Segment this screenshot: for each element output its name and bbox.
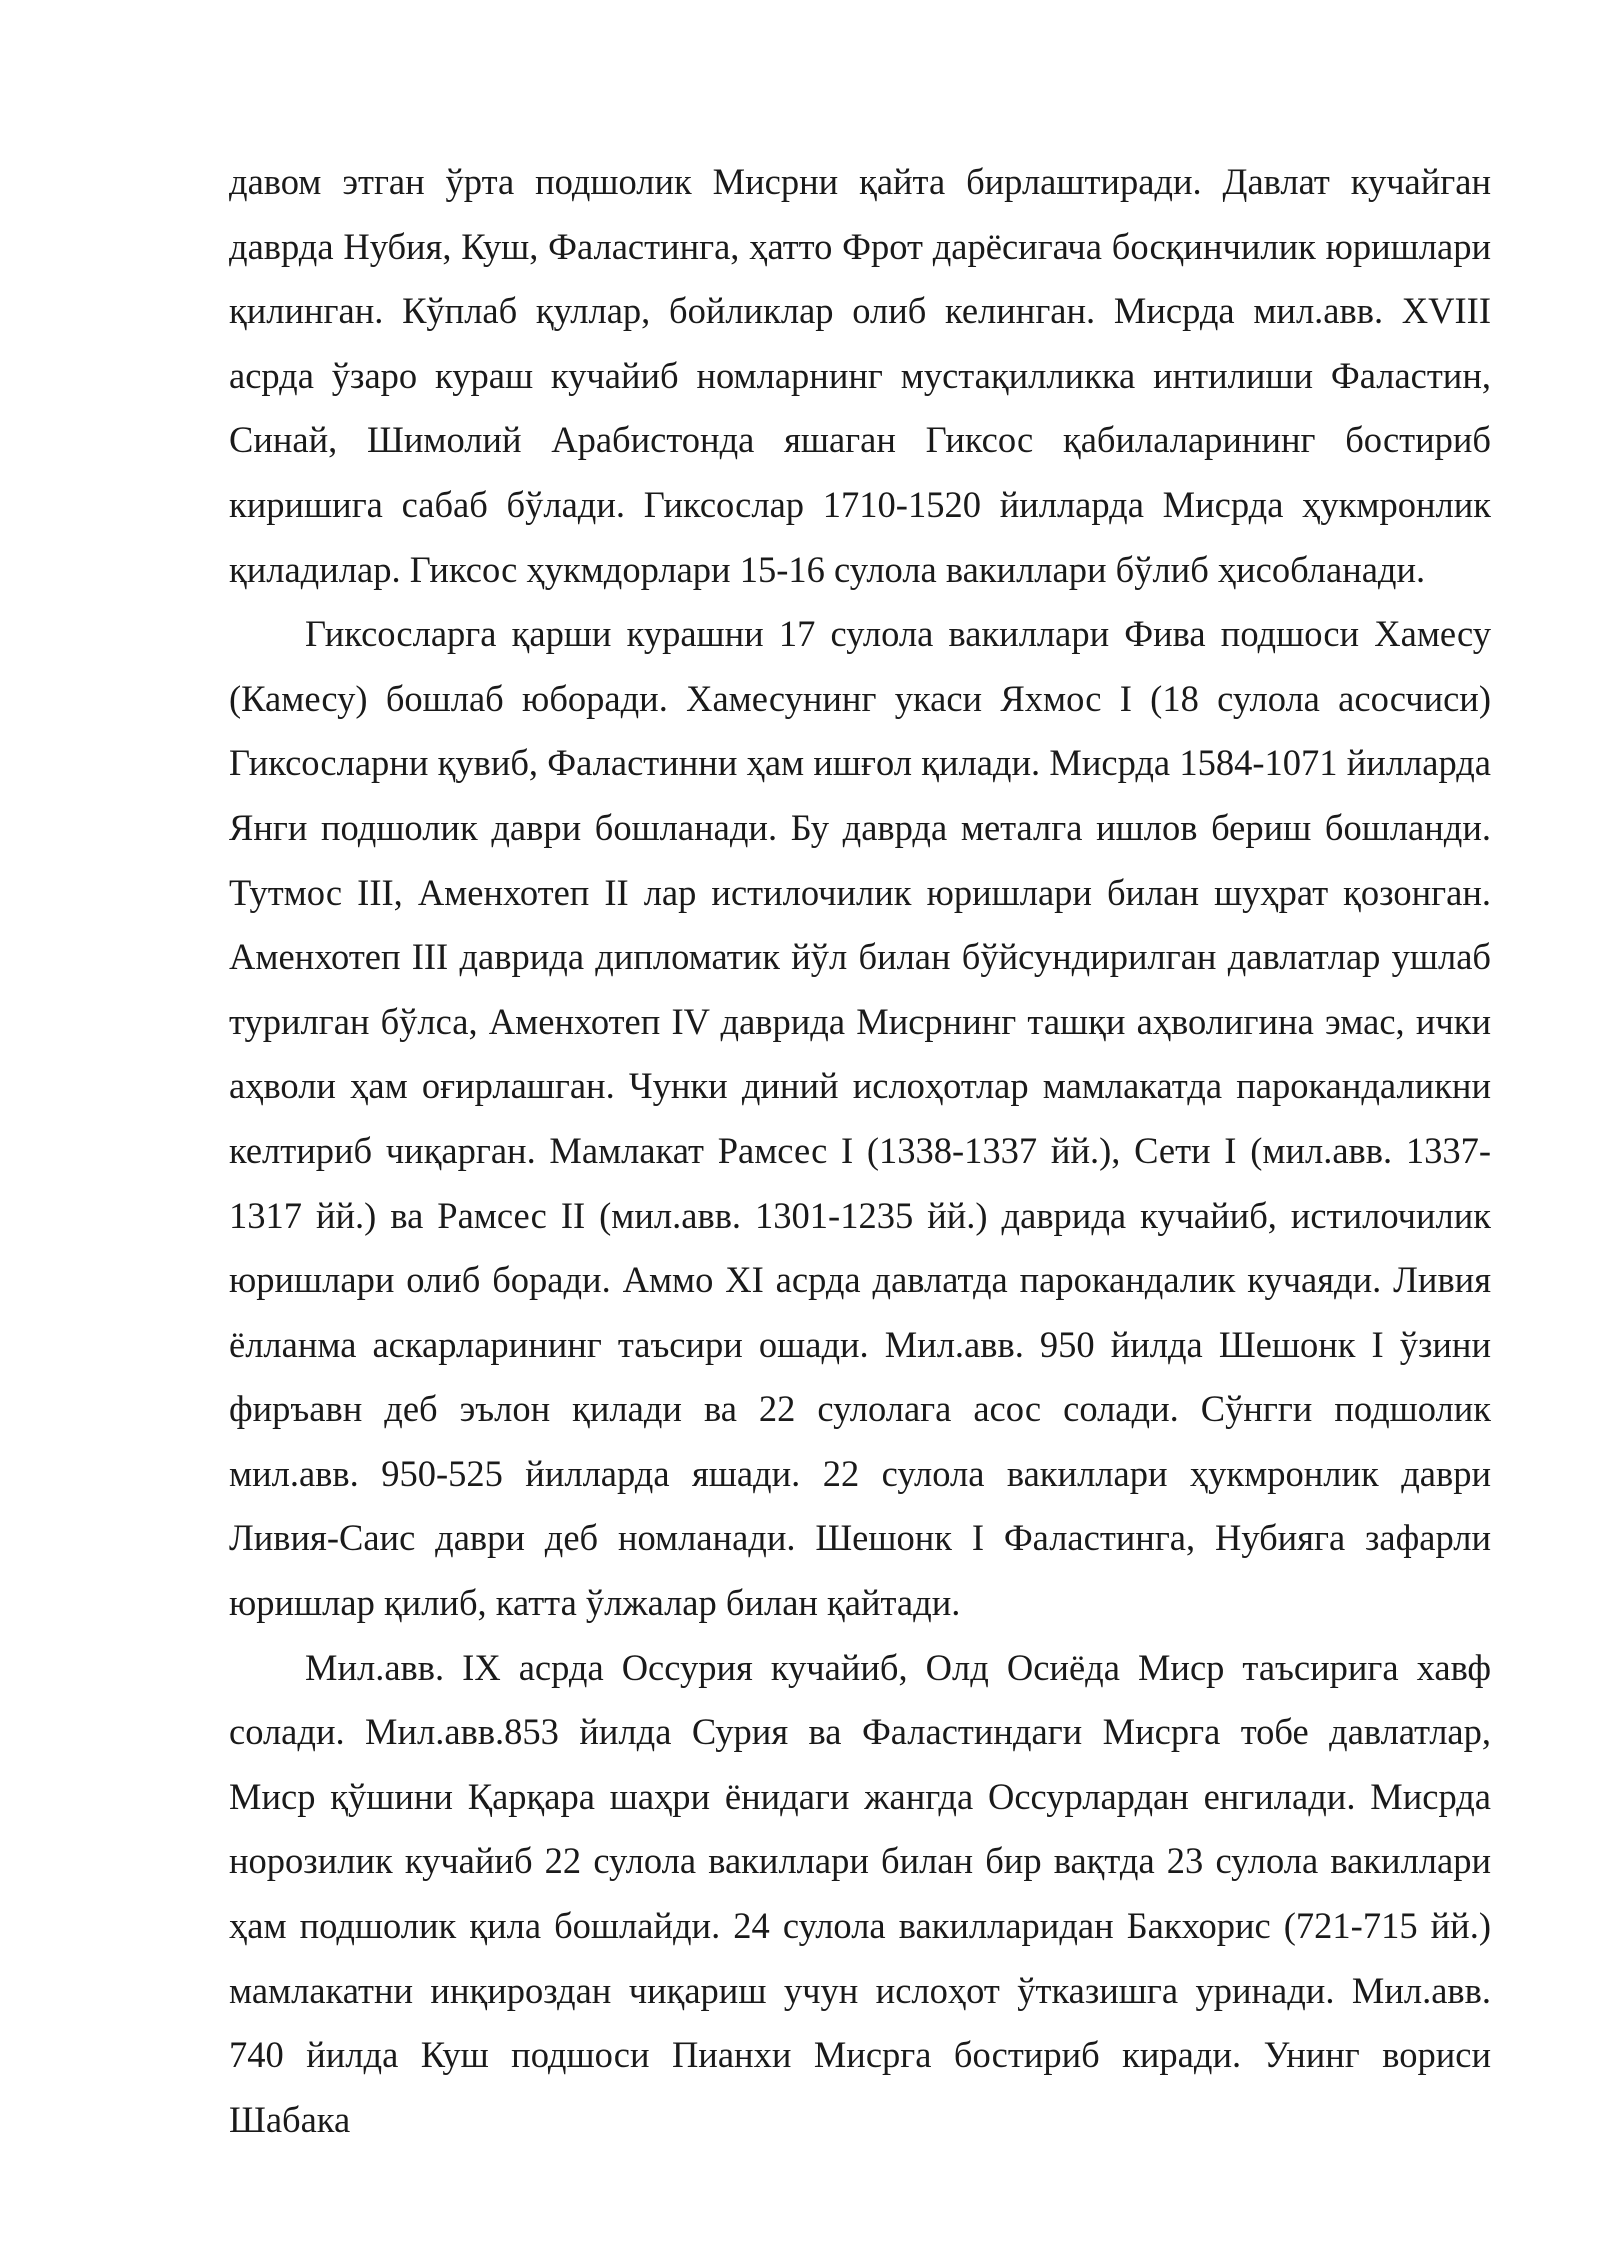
paragraph-3: Мил.авв. IX асрда Оссурия кучайиб, Олд Осиёда Миср таъсирига хавф солади. Мил.авв.853 йилда Сурия ва Фаластиндаги Мисрга тобе давлатлар, Миср қўшини Қарқара шаҳри ёнидаги жангда Оссурлардан енгилади. Мисрда норозилик кучайиб 22 сулола вакиллари билан бир вақтда 23 сулола вакиллари ҳам подшолик қила бошлайди. 24 сулола вакилларидан Бакхорис (721-715 йй.) мамлакатни инқироздан чиқариш учун ислоҳот ўтказишга уринади. Мил.авв. 740 йилда Куш подшоси Пианхи Мисрга бостириб киради. Унинг вориси Шабака bbox=[229, 1646, 1491, 2140]
document-page bbox=[229, 150, 1491, 2152]
paragraph-2: Гиксосларга қарши курашни 17 сулола вакиллари Фива подшоси Хамесу (Камесу) бошлаб юборади. Хамесунинг укаси Яхмос I (18 сулола асосчиси) Гиксосларни қувиб, Фаластинни ҳам ишғол қилади. Мисрда 1584-1071 йилларда Янги подшолик даври бошланади. Бу даврда металга ишлов бериш бошланди. Тутмос III, Аменхотеп II лар истилочилик юришлари билан шуҳрат қозонган. Аменхотеп III даврида дипломатик йўл билан бўйсундирилган давлатлар ушлаб турилган бўлса, Аменхотеп IV даврида Мисрнинг ташқи аҳволигина эмас, ички аҳволи ҳам оғирлашган. Чунки диний ислоҳотлар мамлакатда парокандаликни келтириб чиқарган. Мамлакат Рамсес I (1338-1337 йй.), Сети I (мил.авв. 1337-1317 йй.) ва Рамсес II (мил.авв. 1301-1235 йй.) даврида кучайиб, истилочилик юришлари олиб боради. Аммо XI асрда давлатда парокандалик кучаяди. Ливия ёлланма аскарларининг таъсири ошади. Мил.авв. 950 йилда Шешонк I ўзини фиръавн деб эълон қилади ва 22 сулолага асос солади. Сўнгги подшолик мил.авв. 950-525 йилларда яшади. 22 сулола вакиллари ҳукмронлик даври Ливия-Саис даври деб номланади. Шешонк I Фаластинга, Нубияга зафарли юришлар қилиб, катта ўлжалар билан қайтади. bbox=[229, 613, 1491, 1624]
paragraph-1: давом этган ўрта подшолик Мисрни қайта бирлаштиради. Давлат кучайган даврда Нубия, Куш, Фаластинга, ҳатто Фрот дарёсигача босқинчилик юришлари қилинган. Кўплаб қуллар, бойликлар олиб келинган. Мисрда мил.авв. XVIII асрда ўзаро кураш кучайиб номларнинг мустақилликка интилиши Фаластин, Синай, Шимолий Арабистонда яшаган Гиксос қабилаларининг бостириб киришига сабаб бўлади. Гиксослар 1710-1520 йилларда Мисрда ҳукмронлик қиладилар. Гиксос ҳукмдорлари 15-16 сулола вакиллари бўлиб ҳисобланади. bbox=[229, 161, 1491, 590]
